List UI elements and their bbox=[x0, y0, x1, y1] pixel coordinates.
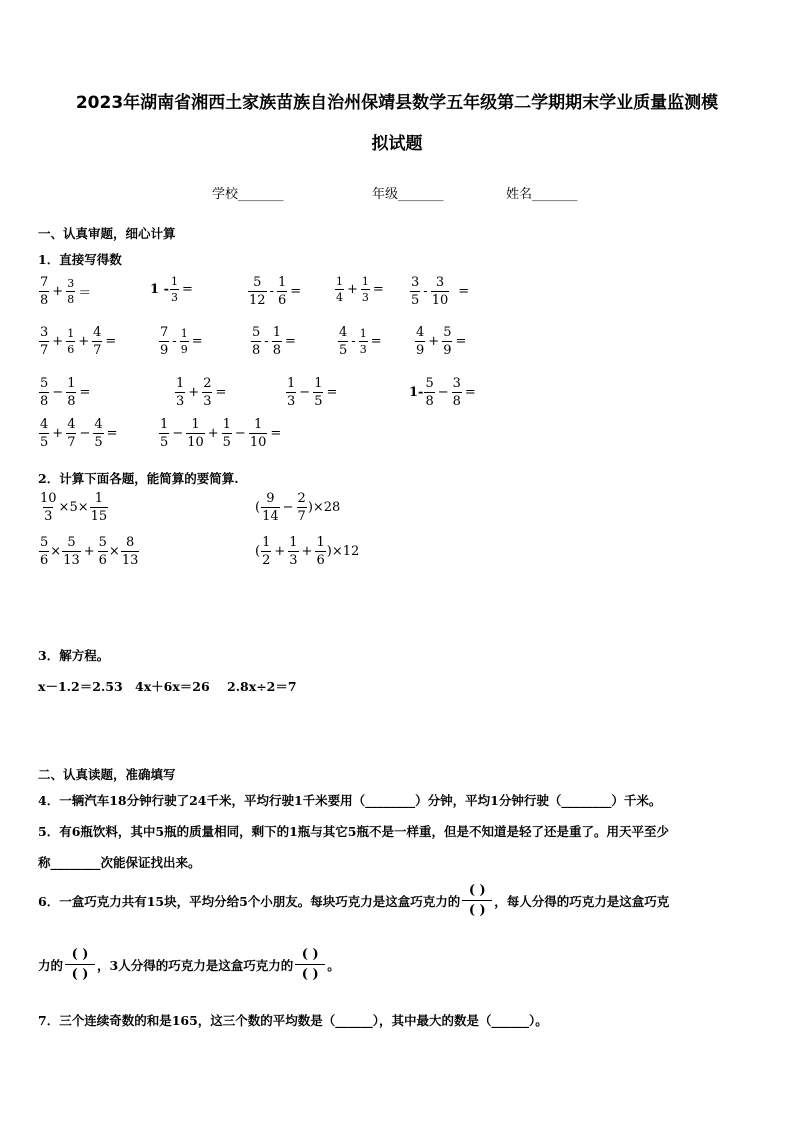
fraction: $\frac{7}{8}$ bbox=[40, 275, 49, 308]
fraction: $\frac{1}{6}$ bbox=[316, 535, 325, 568]
fraction: $\frac{5}{6}$ bbox=[98, 535, 107, 568]
expression: $\frac{1}{3}$ − $\frac{1}{5}$ = bbox=[287, 376, 338, 409]
fraction: $\frac{3}{8}$ bbox=[67, 277, 75, 306]
fraction: $\frac{4}{7}$ bbox=[93, 325, 102, 358]
fraction: $\frac{5}{13}$ bbox=[63, 535, 80, 568]
fraction: $\frac{4}{5}$ bbox=[40, 417, 49, 450]
equation: x－1.2＝2.53 bbox=[38, 679, 123, 694]
page-title: 2023年湖南省湘西土家族苗族自治州保靖县数学五年级第二学期期末学业质量监测模 bbox=[75, 93, 719, 113]
question-7: 7．三个连续奇数的和是165，这三个数的平均数是（______），其中最大的数是（______）。 bbox=[38, 1013, 548, 1028]
expression: 1- $\frac{5}{8}$ − $\frac{3}{8}$ = bbox=[409, 376, 476, 409]
expression: ( $\frac{9}{14}$ − $\frac{2}{7}$ ) ×28 bbox=[255, 491, 341, 524]
fraction: $\frac{3}{10}$ bbox=[431, 275, 449, 308]
question-1-label: 1．直接写得数 bbox=[38, 252, 122, 267]
expression: $\frac{5}{6}$ × $\frac{5}{13}$ + $\frac{5}{6}$ × $\frac{8}{13}$ bbox=[40, 535, 139, 568]
equation: 2.8x÷2＝7 bbox=[227, 679, 297, 694]
expression: $\frac{4}{5}$ - $\frac{1}{3}$ = bbox=[339, 325, 382, 358]
expression: $\frac{3}{5}$ - $\frac{3}{10}$ = bbox=[411, 275, 470, 308]
fraction: $\frac{5}{8}$ bbox=[40, 376, 49, 409]
fraction: $\frac{1}{10}$ bbox=[249, 417, 267, 450]
fraction: $\frac{3}{8}$ bbox=[452, 376, 461, 409]
fraction: $\frac{1}{4}$ bbox=[336, 275, 343, 304]
fraction: $\frac{1}{5}$ bbox=[314, 376, 323, 409]
fraction: $\frac{4}{9}$ bbox=[416, 325, 425, 358]
fraction: $\frac{10}{3}$ bbox=[40, 491, 57, 524]
fraction: $\frac{1}{6}$ bbox=[277, 275, 287, 308]
expression: $\frac{5}{8}$ − $\frac{1}{8}$ = bbox=[40, 376, 91, 409]
fraction: $\frac{4}{7}$ bbox=[67, 417, 76, 450]
fraction: $\frac{3}{5}$ bbox=[411, 275, 420, 308]
fraction: $\frac{1}{9}$ bbox=[180, 327, 188, 356]
blank-fraction: ( ) ( ) bbox=[295, 948, 325, 981]
question-6: 6．一盒巧克力共有15块，平均分给5个小朋友。每块巧克力是这盒巧克力的 ( ) ( ) ，每人分得的巧克力是这盒巧克 bbox=[38, 883, 670, 918]
expression: $\frac{1}{3}$ + $\frac{2}{3}$ = bbox=[176, 376, 227, 409]
fraction: $\frac{5}{8}$ bbox=[425, 376, 434, 409]
expression: ( $\frac{1}{2}$ + $\frac{1}{3}$ + $\frac{1}{6}$ ) ×12 bbox=[255, 535, 360, 568]
fraction: $\frac{1}{3}$ bbox=[170, 275, 178, 304]
fraction: $\frac{1}{3}$ bbox=[289, 535, 298, 568]
fraction: $\frac{1}{3}$ bbox=[361, 275, 369, 304]
expression: $\frac{10}{3}$ × 5 × $\frac{1}{15}$ bbox=[40, 491, 108, 524]
question-4: 4．一辆汽车18分钟行驶了24千米，平均行驶1千米要用（________）分钟，平均1分钟行驶（________）千米。 bbox=[38, 793, 662, 808]
fraction: $\frac{1}{6}$ bbox=[67, 327, 75, 356]
expression: $\frac{7}{9}$ - $\frac{1}{9}$ = bbox=[160, 325, 203, 358]
fraction: $\frac{1}{8}$ bbox=[272, 325, 281, 358]
fraction: $\frac{1}{3}$ bbox=[359, 327, 367, 356]
fraction: $\frac{1}{5}$ bbox=[160, 417, 169, 450]
expression: $\frac{4}{9}$ + $\frac{5}{9}$ = bbox=[416, 325, 467, 358]
expression: $\frac{5}{12}$ - $\frac{1}{6}$ = bbox=[249, 275, 302, 308]
section-heading-1: 一、认真审题，细心计算 bbox=[38, 226, 176, 241]
expression: $\frac{3}{7}$ + $\frac{1}{6}$ + $\frac{4}{7}$ = bbox=[40, 325, 117, 358]
fraction: $\frac{1}{15}$ bbox=[90, 491, 108, 524]
fraction: $\frac{5}{8}$ bbox=[252, 325, 261, 358]
grade-field: 年级_______ bbox=[372, 187, 444, 202]
page-title-continued: 拟试题 bbox=[371, 134, 423, 154]
fraction: $\frac{1}{8}$ bbox=[67, 376, 76, 409]
fraction: $\frac{8}{13}$ bbox=[121, 535, 139, 568]
fraction: $\frac{1}{2}$ bbox=[262, 535, 271, 568]
fraction: $\frac{1}{10}$ bbox=[187, 417, 204, 450]
fraction: $\frac{7}{9}$ bbox=[160, 325, 169, 358]
expression: $\frac{4}{5}$ + $\frac{4}{7}$ − $\frac{4}{5}$ = bbox=[40, 417, 118, 450]
fraction: $\frac{2}{7}$ bbox=[297, 491, 306, 524]
fraction: $\frac{4}{5}$ bbox=[94, 417, 103, 450]
section-heading-2: 二、认真读题，准确填写 bbox=[38, 767, 176, 782]
fraction: $\frac{9}{14}$ bbox=[262, 491, 279, 524]
expression: $\frac{7}{8}$ + $\frac{3}{8}$ ＝ bbox=[40, 275, 92, 308]
expression: $\frac{1}{4}$ + $\frac{1}{3}$ = bbox=[336, 275, 384, 304]
question-5: 5．有6瓶饮料，其中5瓶的质量相同，剩下的1瓶与其它5瓶不是一样重，但是不知道是轻了还是重了。用天平至少 bbox=[38, 824, 669, 839]
question-6-continued: 力的 ( ) ( ) ，3人分得的巧克力是这盒巧克力的 ( ) ( ) 。 bbox=[38, 947, 340, 982]
equation: 4x＋6x＝26 bbox=[135, 679, 210, 694]
expression: $\frac{5}{8}$ - $\frac{1}{8}$ = bbox=[252, 325, 296, 358]
question-3-label: 3．解方程。 bbox=[38, 648, 110, 663]
fraction: $\frac{1}{5}$ bbox=[222, 417, 231, 450]
blank-fraction: ( ) ( ) bbox=[462, 884, 492, 917]
question-2-label: 2．计算下面各题，能简算的要简算. bbox=[38, 471, 239, 486]
fraction: $\frac{3}{7}$ bbox=[40, 325, 49, 358]
fraction: $\frac{5}{6}$ bbox=[40, 535, 49, 568]
fraction: $\frac{5}{9}$ bbox=[443, 325, 452, 358]
expression: $\frac{1}{5}$ − $\frac{1}{10}$ + $\frac{1}{5}$ − $\frac{1}{10}$ = bbox=[160, 417, 282, 450]
fraction: $\frac{2}{3}$ bbox=[203, 376, 212, 409]
blank-fraction: ( ) ( ) bbox=[65, 948, 95, 981]
expression: 1 - $\frac{1}{3}$ = bbox=[150, 275, 193, 304]
fraction: $\frac{1}{3}$ bbox=[176, 376, 185, 409]
school-field: 学校_______ bbox=[212, 187, 284, 202]
fraction: $\frac{5}{12}$ bbox=[249, 275, 266, 308]
question-5-continued: 称________次能保证找出来。 bbox=[38, 855, 201, 870]
name-field: 姓名_______ bbox=[506, 187, 578, 202]
fraction: $\frac{1}{3}$ bbox=[287, 376, 296, 409]
fraction: $\frac{4}{5}$ bbox=[339, 325, 348, 358]
